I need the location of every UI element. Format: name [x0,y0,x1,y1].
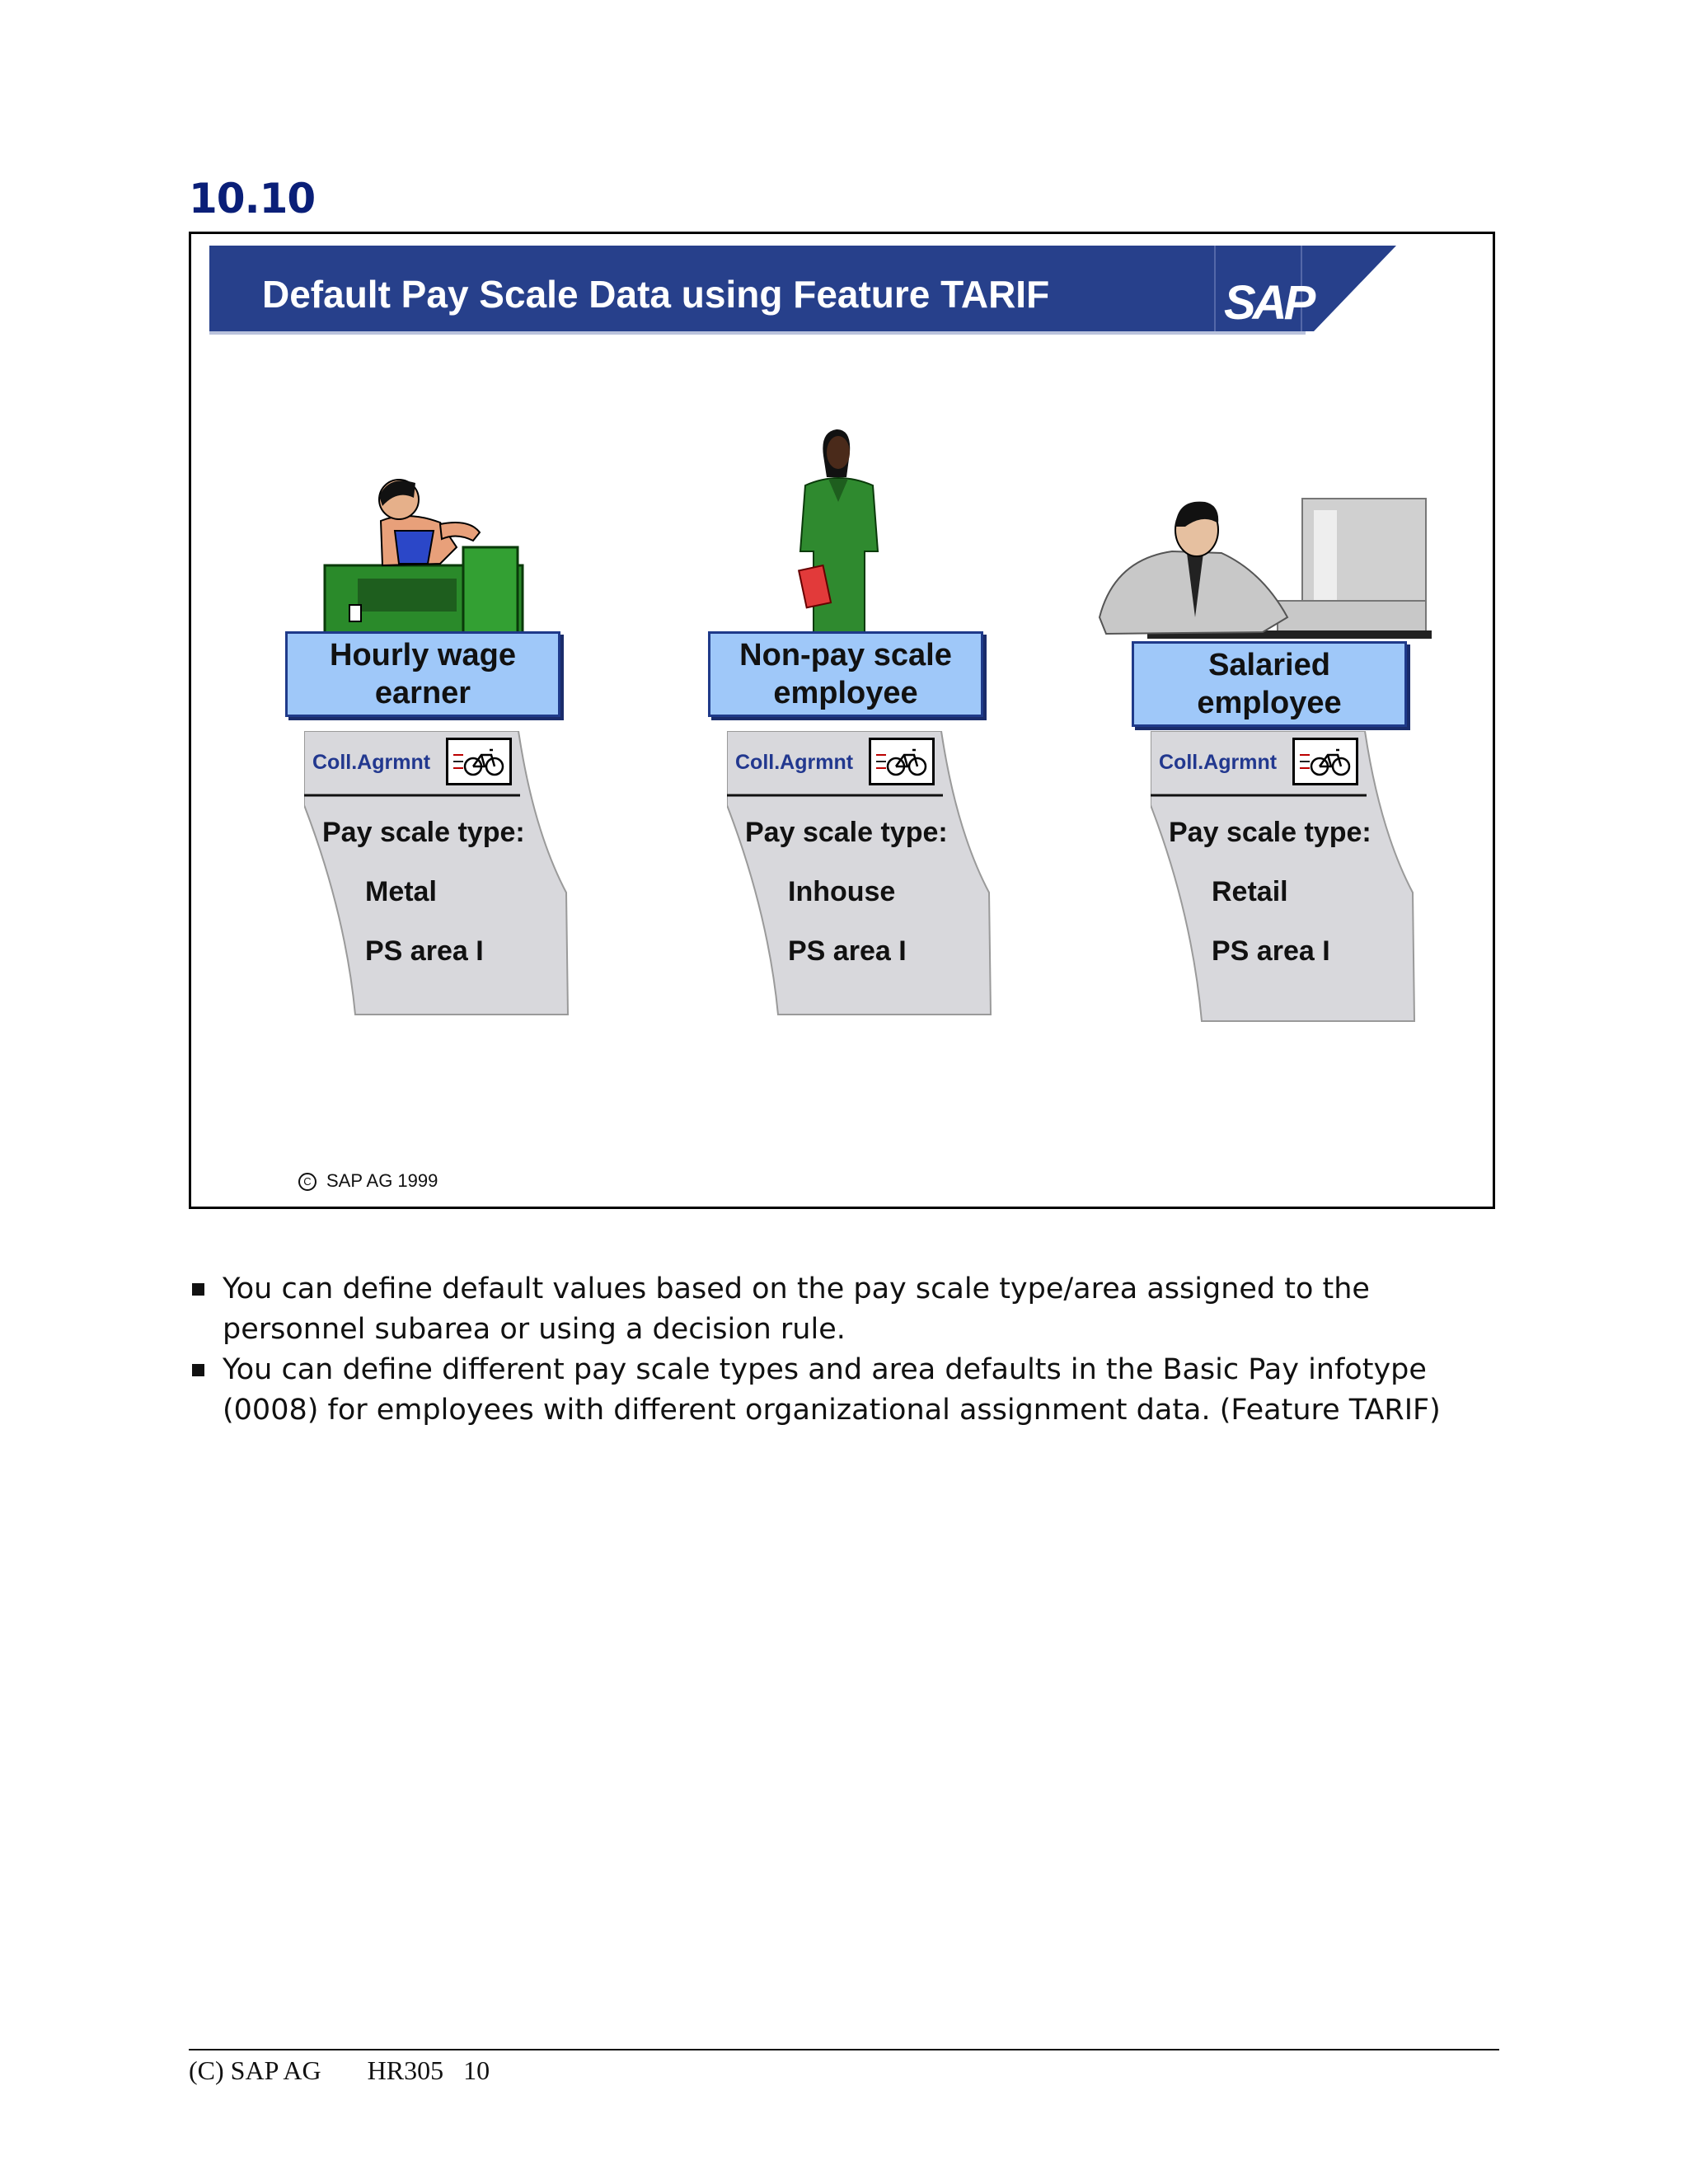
bicycle-icon [1292,738,1358,785]
section-number: 10.10 [189,175,316,223]
businesswoman-icon [772,428,904,642]
slide-title: Default Pay Scale Data using Feature TARIF [262,273,1050,316]
coll-agreement-label: Coll.Agrmnt [312,751,431,774]
footer-company: (C) SAP AG [189,2055,321,2085]
coll-agreement-label: Coll.Agrmnt [1159,751,1278,774]
sap-logo: SAP [1224,276,1313,330]
bullet-text: You can define default values based on the pay scale type/area assigned to the personnel subarea or using a decision rule. [223,1272,1370,1346]
ps-area-value: PS area I [365,935,484,967]
role-label: Hourly wage earner [330,638,516,710]
pay-scale-document [304,731,584,1036]
office-worker-icon [1098,494,1436,650]
pay-scale-type-value: Retail [1212,876,1288,907]
pay-scale-document [1151,731,1431,1036]
bullet-item [189,1269,1507,1350]
slide-copyright-text: SAP AG 1999 [326,1170,438,1191]
ps-area-value: PS area I [788,935,907,967]
square-bullet-icon [192,1283,204,1296]
document-shape [1151,731,1431,1036]
bicycle-icon [869,738,935,785]
footer-course: HR305 [367,2055,444,2085]
footer-page-number: 10 [463,2055,490,2085]
role-box [708,631,983,717]
copyright-icon: C [298,1173,316,1191]
pay-scale-type-label: Pay scale type: [1169,817,1372,848]
pay-scale-type-label: Pay scale type: [322,817,525,848]
pay-scale-document [727,731,1007,1036]
bicycle-icon [446,738,512,785]
page-footer [189,2055,490,2086]
bullet-text: You can define different pay scale types and area defaults in the Basic Pay infotype (0008) for employees with different organizational assignment data. (Feature TARIF) [223,1353,1441,1427]
document-shape [304,731,584,1036]
footer-divider [189,2049,1499,2050]
role-box [1132,641,1407,727]
factory-worker-icon [316,473,531,638]
role-label: Salaried employee [1197,648,1342,720]
bullet-list [189,1269,1507,1431]
ps-area-value: PS area I [1212,935,1330,967]
slide-copyright [298,1170,438,1192]
role-label: Non-pay scale employee [739,638,952,710]
square-bullet-icon [192,1364,204,1376]
slide-figure [189,232,1495,1209]
pay-scale-type-value: Inhouse [788,876,896,907]
pay-scale-type-value: Metal [365,876,437,907]
bullet-item [189,1350,1507,1431]
pay-scale-type-label: Pay scale type: [745,817,948,848]
role-box [285,631,560,717]
coll-agreement-label: Coll.Agrmnt [735,751,854,774]
